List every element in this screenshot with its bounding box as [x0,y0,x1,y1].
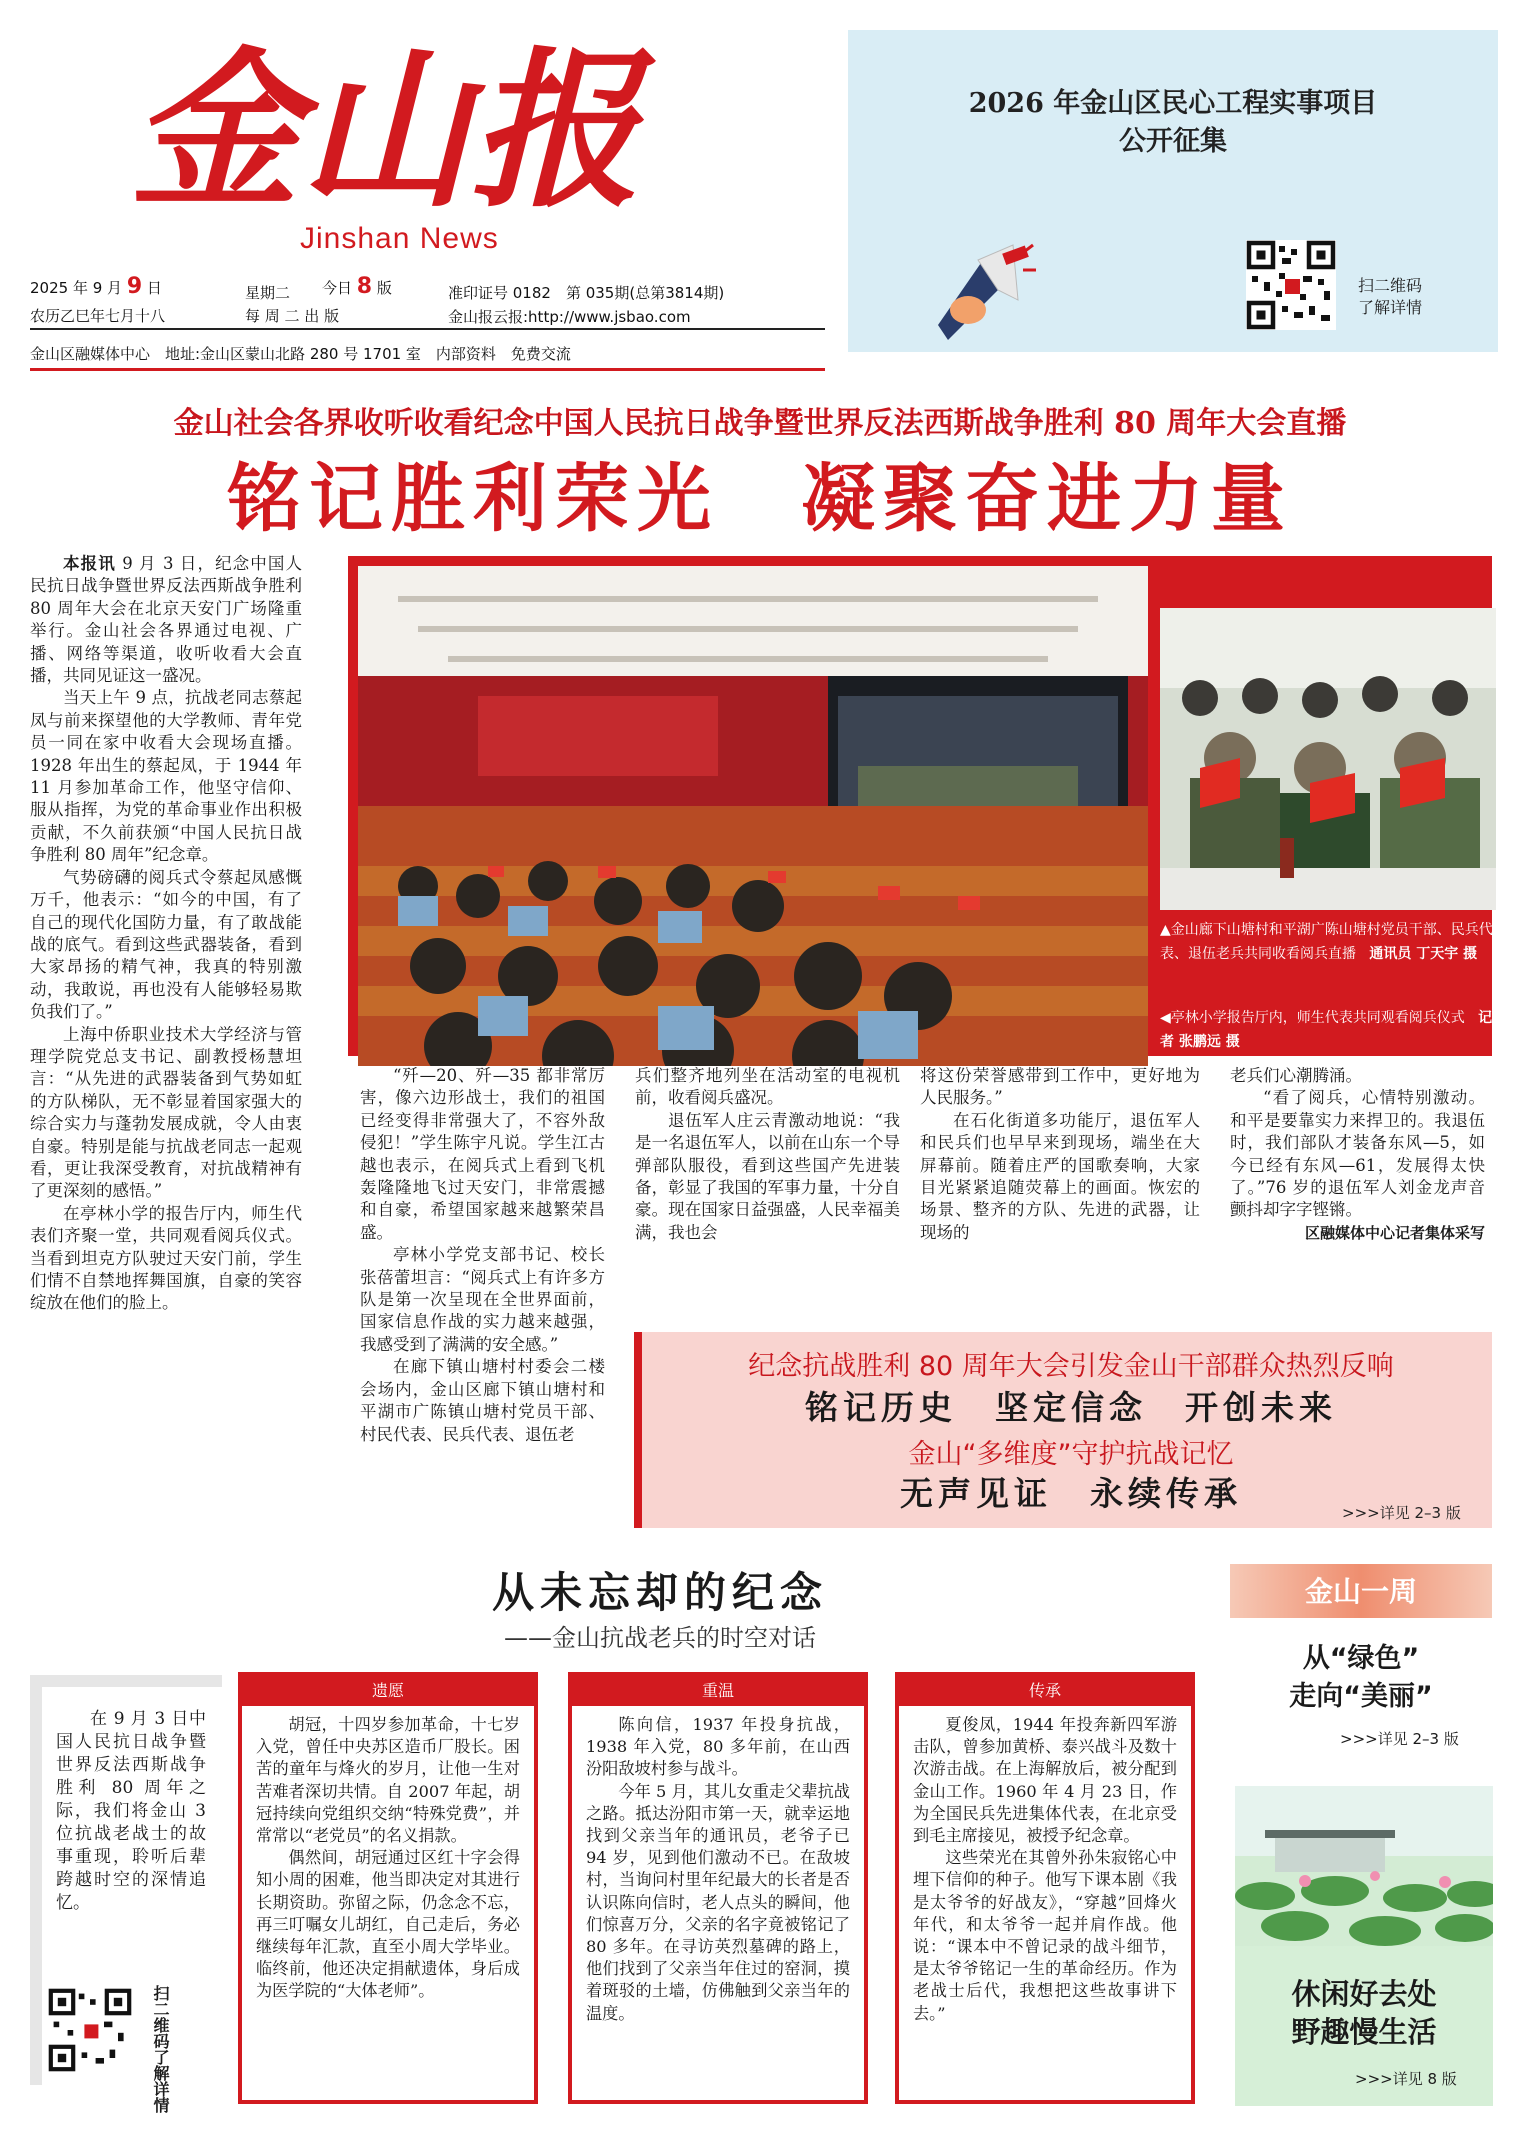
leisure-photo-lotus[interactable] [1235,1786,1493,2106]
lead-paragraph: 当天上午 9 点，抗战老同志蔡起凤与前来探望他的大学教师、青年党员一同在家中收看大会现场直播。1928 年出生的蔡起凤，于 1944 年 11 月参加革命工作，他坚守信仰、服从指挥，为党的革命事业作出积极贡献，不久前获颁“中国人民抗日战争胜利 80 周年”纪念章。 [30,688,302,865]
feature-qr-label: 扫二维码了解详情 [151,1985,170,2113]
ad-qr-label-line1: 扫二维码 [1358,276,1423,295]
lunar-date: 农历乙巳年七月十八 [30,307,166,325]
lead-column-3 [635,1065,900,1244]
lead-paragraph: 退伍军人庄云青激动地说：“我是一名退伍军人，以前在山东一个导弹部队服役，看到这些国产先进装备，彰显了我国的军事力量，十分自豪。现在国家日益强盛，人民幸福美满，我也会 [635,1110,900,1242]
ad-qr-label-line2: 了解详情 [1358,298,1423,317]
lead-paragraph: 在廊下镇山塘村村委会二楼会场内，金山区廊下镇山塘村和平湖市广陈镇山塘村党员干部、村民代表、民兵代表、退伍老 [360,1357,605,1444]
story-box-3 [895,1672,1195,2104]
feature-intro-text: 在 9 月 3 日中国人民抗日战争暨世界反法西斯战争胜利 80 周年之际，我们将金山 3 位抗战老战士的故事重现，聆听后辈跨越时空的深情追忆。 [56,1709,206,1913]
issue-date [30,274,162,299]
lead-column-1 [30,553,302,1315]
leisure-story-title[interactable] [1235,1975,1493,2051]
lead-paragraph: 气势磅礴的阅兵式令蔡起凤感慨万千，他表示：“如今的中国，有了自己的现代化国防力量，有了敢战能战的底气。看到这些武器装备，看到大家昂扬的精气神，我真的特别激动，我敢说，再也没有人能够轻易欺负我们了。” [30,867,302,1022]
see-more-link[interactable]: >>>详见 2–3 版 [1342,1504,1461,1522]
masthead-red-rule [30,368,825,371]
lead-paragraph: 兵们整齐地列坐在活动室的电视机前，收看阅兵盛况。 [635,1066,900,1108]
lead-paragraph: 亭林小学党支部书记、校长张蓓蕾坦言：“阅兵式上有许多方队是第一次呈现在全世界面前，国家信息作战的实力越来越强，我感受到了满满的安全感。” [360,1245,605,1354]
megaphone-icon [908,230,1038,350]
pages-count: 8 [356,274,373,299]
feature-subtitle: ——金山抗战老兵的时空对话 [504,1624,816,1652]
story-box-label: 遗愿 [242,1676,534,1706]
inset-photo-villagers[interactable] [1160,608,1496,910]
license-number: 准印证号 0182 第 035期(总第3814期) [448,284,725,302]
logo-text: 金山报 [130,40,641,220]
related-news-box[interactable] [634,1332,1492,1528]
byline: 本报讯 [63,554,116,573]
info-strip: 金山区融媒体中心 地址:金山区蒙山北路 280 号 1701 室 内部资料 免费交流 [30,345,571,363]
story-paragraph: 偶然间，胡冠通过区红十字会得知小周的困难，他当即决定对其进行长期资助。弥留之际，仍念念不忘，再三叮嘱女儿胡红，自己走后，务必继续每年汇款，直至小周大学毕业。临终前，他还决定捐献遗体，身后成为医学院的“大体老师”。 [256,1848,520,2001]
date-prefix: 2025 年 9 月 [30,279,123,297]
green-see-more[interactable]: >>>详见 2–3 版 [1340,1730,1459,1748]
jinshan-week-banner[interactable] [1230,1564,1492,1618]
green-story-title[interactable] [1230,1640,1492,1716]
story-box-text [256,1714,520,2003]
ad-title-line2: 公开征集 [1119,126,1227,157]
qr-code-icon[interactable] [1246,240,1336,330]
green-title-line2: 走向“美丽” [1289,1681,1433,1712]
leisure-title-line1: 休闲好去处 [1291,1977,1437,2011]
story-box-label: 重温 [572,1676,864,1706]
ad-title [848,85,1498,161]
feature-title[interactable]: 从未忘却的纪念 [491,1568,828,1617]
masthead-rule [30,328,825,330]
weekday: 星期二 [245,284,291,302]
lead-paragraph: 在亭林小学的报告厅内，师生代表们齐聚一堂，共同观看阅兵仪式。当看到坦克方队驶过天安门前，学生们情不自禁地挥舞国旗，自豪的笑容绽放在他们的脸上。 [30,1203,302,1313]
lead-paragraph: 9 月 3 日，纪念中国人民抗日战争暨世界反法西斯战争胜利 80 周年大会在北京天安门广场隆重举行。金山社会各界通过电视、广播、网络等渠道，收听收看大会直播，共同见证这一盛况。 [30,554,303,686]
reporter-credit: 区融媒体中心记者集体采写 [1304,1223,1485,1242]
date-suffix: 日 [146,279,162,297]
ad-banner[interactable] [848,30,1498,352]
lead-photo-auditorium[interactable] [358,566,1148,1066]
lead-paragraph: 老兵们心潮腾涌。 [1230,1066,1362,1085]
photo-credit: 通讯员 丁天宇 摄 [1369,946,1478,962]
lead-paragraph: “歼—20、歼—35 都非常厉害，像六边形战士，我们的祖国已经变得非常强大了，不容外敌侵犯！”学生陈宇凡说。学生江古越也表示，在阅兵式上看到飞机轰隆隆地飞过天安门，非常震撼和自豪，希望国家越来越繁荣昌盛。 [360,1066,605,1242]
date-day: 9 [126,274,143,299]
story-paragraph: 陈向信，1937 年投身抗战，1938 年入党，80 多年前，在山西汾阳敌坡村参与战斗。 [586,1715,850,1779]
ad-qr-label [1358,275,1422,319]
lead-kicker: 金山社会各界收听收看纪念中国人民抗日战争暨世界反法西斯战争胜利 80 周年大会直播 [173,406,1347,441]
lead-paragraph: 将这份荣誉感带到工作中，更好地为人民服务。” [920,1066,1200,1108]
photo-caption-1 [1160,918,1496,966]
story-paragraph: 今年 5 月，其儿女重走父辈抗战之路。抵达汾阳市第一天，就幸运地找到父亲当年的通讯员，老爷子已 94 岁，见到他们激动不已。在敌坡村，当询问村里年纪最大的长者是否认识陈向信时，老人点头的瞬间，他们惊喜万分，父亲的名字竟被铭记了 80 多年。在寻访英烈墓碑的路上，他们找到了父亲当年住过的窑洞，摸着斑驳的土墙，仿佛触到父亲当年的温度。 [586,1781,850,2023]
frequency: 每 周 二 出 版 [245,307,340,325]
caption-text: ◀亭林小学报告厅内，师生代表共同观看阅兵仪式 [1160,1010,1465,1026]
masthead-logo [130,40,790,220]
pages-suffix: 版 [376,279,392,297]
website[interactable]: 金山报云报:http://www.jsbao.com [448,308,691,326]
qr-code-icon[interactable] [48,1988,132,2072]
leisure-title-line2: 野趣慢生活 [1291,2015,1437,2049]
week-label: 金山一周 [1304,1575,1418,1608]
lead-headline[interactable]: 铭记胜利荣光 凝聚奋进力量 [227,456,1293,542]
lead-column-5 [1230,1065,1485,1244]
photo-caption-2 [1160,1006,1496,1054]
related-title-2[interactable]: 金山“多维度”守护抗战记忆 [908,1439,1234,1470]
related-headline-1[interactable]: 铭记历史 坚定信念 开创未来 [805,1388,1337,1427]
related-title-1[interactable]: 纪念抗战胜利 80 周年大会引发金山干部群众热烈反响 [748,1351,1394,1382]
photo-credit: 记者 张鹏远 摄 [1160,1010,1493,1050]
lead-column-2 [360,1065,605,1446]
feature-intro [56,1708,206,1915]
story-box-1 [238,1672,538,2104]
english-name: Jinshan News [300,222,499,255]
page-count [322,274,392,299]
caption-text: ▲金山廊下山塘村和平湖广陈山塘村党员干部、民兵代表、退伍老兵共同收看阅兵直播 [1160,922,1493,962]
pages-prefix: 今日 [322,279,353,297]
story-box-text [913,1714,1177,2025]
green-title-line1: 从“绿色” [1302,1643,1420,1674]
story-box-text [586,1714,850,2025]
lead-photo-frame [348,556,1492,1056]
lead-paragraph: 上海中侨职业技术大学经济与管理学院党总支书记、副教授杨慧坦言：“从先进的武器装备到气势如虹的方队梯队，无不彰显着国家强大的综合实力与蓬勃发展成就，令人由衷自豪。特别是能与抗战老同志一起观看，更让我深受教育，对抗战精神有了更深刻的感悟。” [30,1024,302,1201]
ad-title-line1: 2026 年金山区民心工程实事项目 [968,88,1378,119]
lead-column-4 [920,1065,1200,1244]
story-paragraph: 夏俊凤，1944 年投奔新四军游击队，曾参加黄桥、泰兴战斗及数十次游击战。在上海解放后，被分配到金山工作。1960 年 4 月 23 日，作为全国民兵先进集体代表，在北京受到毛主席接见，被授予纪念章。 [913,1715,1177,1846]
related-headline-2[interactable]: 无声见证 永续传承 [900,1474,1242,1513]
leisure-see-more[interactable]: >>>详见 8 版 [1355,2070,1457,2088]
story-box-2 [568,1672,868,2104]
story-paragraph: 胡冠，十四岁参加革命，十七岁入党，曾任中央苏区造币厂股长。困苦的童年与烽火的岁月，让他一生对苦难者深切共情。自 2007 年起，胡冠持续向党组织交纳“特殊党费”，并常常以“老党员”的名义捐款。 [256,1715,520,1846]
lead-paragraph: 在石化街道多功能厅，退伍军人和民兵们也早早来到现场，端坐在大屏幕前。随着庄严的国歌奏响，大家目光紧紧追随荧幕上的画面。恢宏的场景、整齐的方队、先进的武器，让现场的 [920,1110,1200,1242]
story-paragraph: 这些荣光在其曾外孙朱寂铭心中埋下信仰的种子。他写下课本剧《我是太爷爷的好战友》，“穿越”回烽火年代，和太爷爷一起并肩作战。他说：“课本中不曾记录的战斗细节，是太爷爷铭记一生的革命经历。作为老战士后代，我想把这些故事讲下去。” [913,1848,1177,2023]
lead-paragraph: “看了阅兵，心情特别激动。和平是要靠实力来捍卫的。我退伍时，我们部队才装备东风—5，如今已经有东风—61，发展得太快了。”76 岁的退伍军人刘金龙声音颤抖却字字铿锵。 [1230,1088,1485,1220]
story-box-label: 传承 [899,1676,1191,1706]
